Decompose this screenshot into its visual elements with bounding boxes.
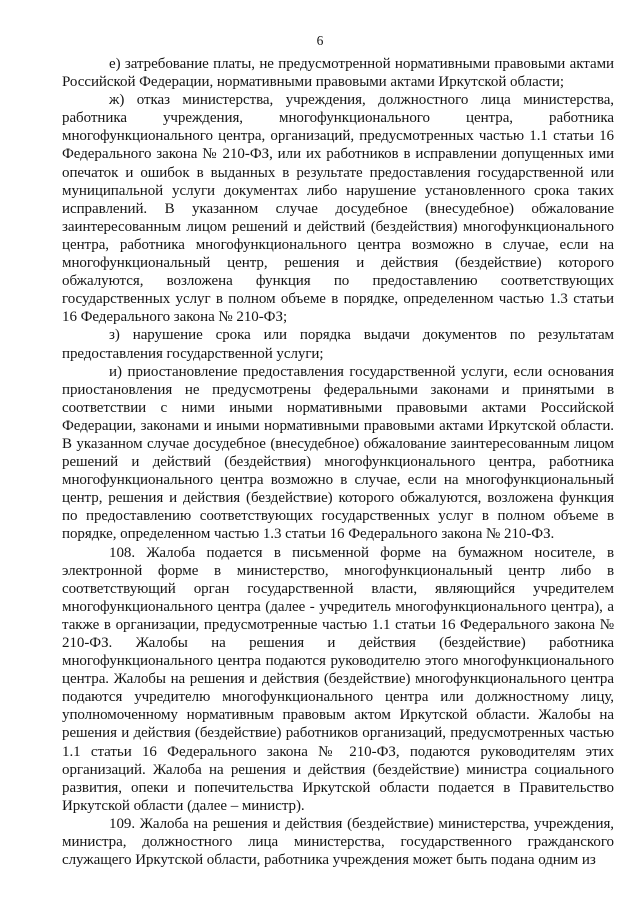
- paragraph-item-e: е) затребование платы, не предусмотренной нормативными правовыми актами Российской Федерации, нормативными правовыми актами Иркутской области;: [62, 56, 614, 91]
- page-number: 6: [316, 33, 324, 48]
- paragraph-108: 108. Жалоба подается в письменной форме на бумажном носителе, в электронной форме в министерство, многофункциональный центр либо в соответствующий орган государственной власти, являющийся учредителем многофункционального центра (далее - учредитель многофункционального центра), а также в организации, предусмотренные частью 1.1 статьи 16 Федерального закона № 210-ФЗ. Жалобы на решения и действия (бездействие) работника многофункционального центра подаются руководителю этого многофункционального центра. Жалобы на решения и действия (бездействие) многофункционального центра подаются учредителю многофункционального центра или должностному лицу, уполномоченному нормативным правовым актом Иркутской области. Жалобы на решения и действия (бездействие) работников организаций, предусмотренных частью 1.1 статьи 16 Федерального закона № 210-ФЗ, подаются руководителям этих организаций. Жалоба на решения и действия (бездействие) министра социального развития, опеки и попечительства Иркутской области подается в Правительство Иркутской области (далее – министр).: [62, 544, 614, 814]
- paragraph-item-zh: ж) отказ министерства, учреждения, должностного лица министерства, работника учреждения, многофункционального центра, работника многофункционального центра, организаций, предусмотренных частью 1.1 статьи 16 Федерального закона № 210-ФЗ, или их работников в исправлении допущенных ими опечаток и ошибок в выданных в результате предоставления государственной или муниципальной услуги документах либо нарушение установленного срока таких исправлений. В указанном случае досудебное (внесудебное) обжалование заинтересованным лицом решений и действий (бездействия) многофункционального центра, работника многофункционального центра возможно в случае, если на многофункциональный центр, решения и действия (бездействие) которого обжалуются, возложена функция по предоставлению соответствующих государственных услуг в полном объеме в порядке, определенном частью 1.3 статьи 16 Федерального закона № 210-ФЗ;: [62, 92, 614, 326]
- paragraph-109: 109. Жалоба на решения и действия (бездействие) министерства, учреждения, министра, должностного лица министерства, государственного гражданского служащего Иркутской области, работника учреждения может быть подана одним из: [62, 815, 614, 869]
- paragraph-item-z: з) нарушение срока или порядка выдачи документов по результатам предоставления государственной услуги;: [62, 327, 614, 362]
- document-body: [62, 55, 614, 869]
- paragraph-item-i: и) приостановление предоставления государственной услуги, если основания приостановления не предусмотрены федеральными законами и принятыми в соответствии с ними иными нормативными правовыми актами Российской Федерации, законами и иными нормативными правовыми актами Иркутской области. В указанном случае досудебное (внесудебное) обжалование заинтересованным лицом решений и действий (бездействия) многофункционального центра, работника многофункционального центра возможно в случае, если на многофункциональный центр, решения и действия (бездействие) которого обжалуются, возложена функция по предоставлению соответствующих государственных услуг в полном объеме в порядке, определенном частью 1.3 статьи 16 Федерального закона № 210-ФЗ.: [62, 363, 614, 543]
